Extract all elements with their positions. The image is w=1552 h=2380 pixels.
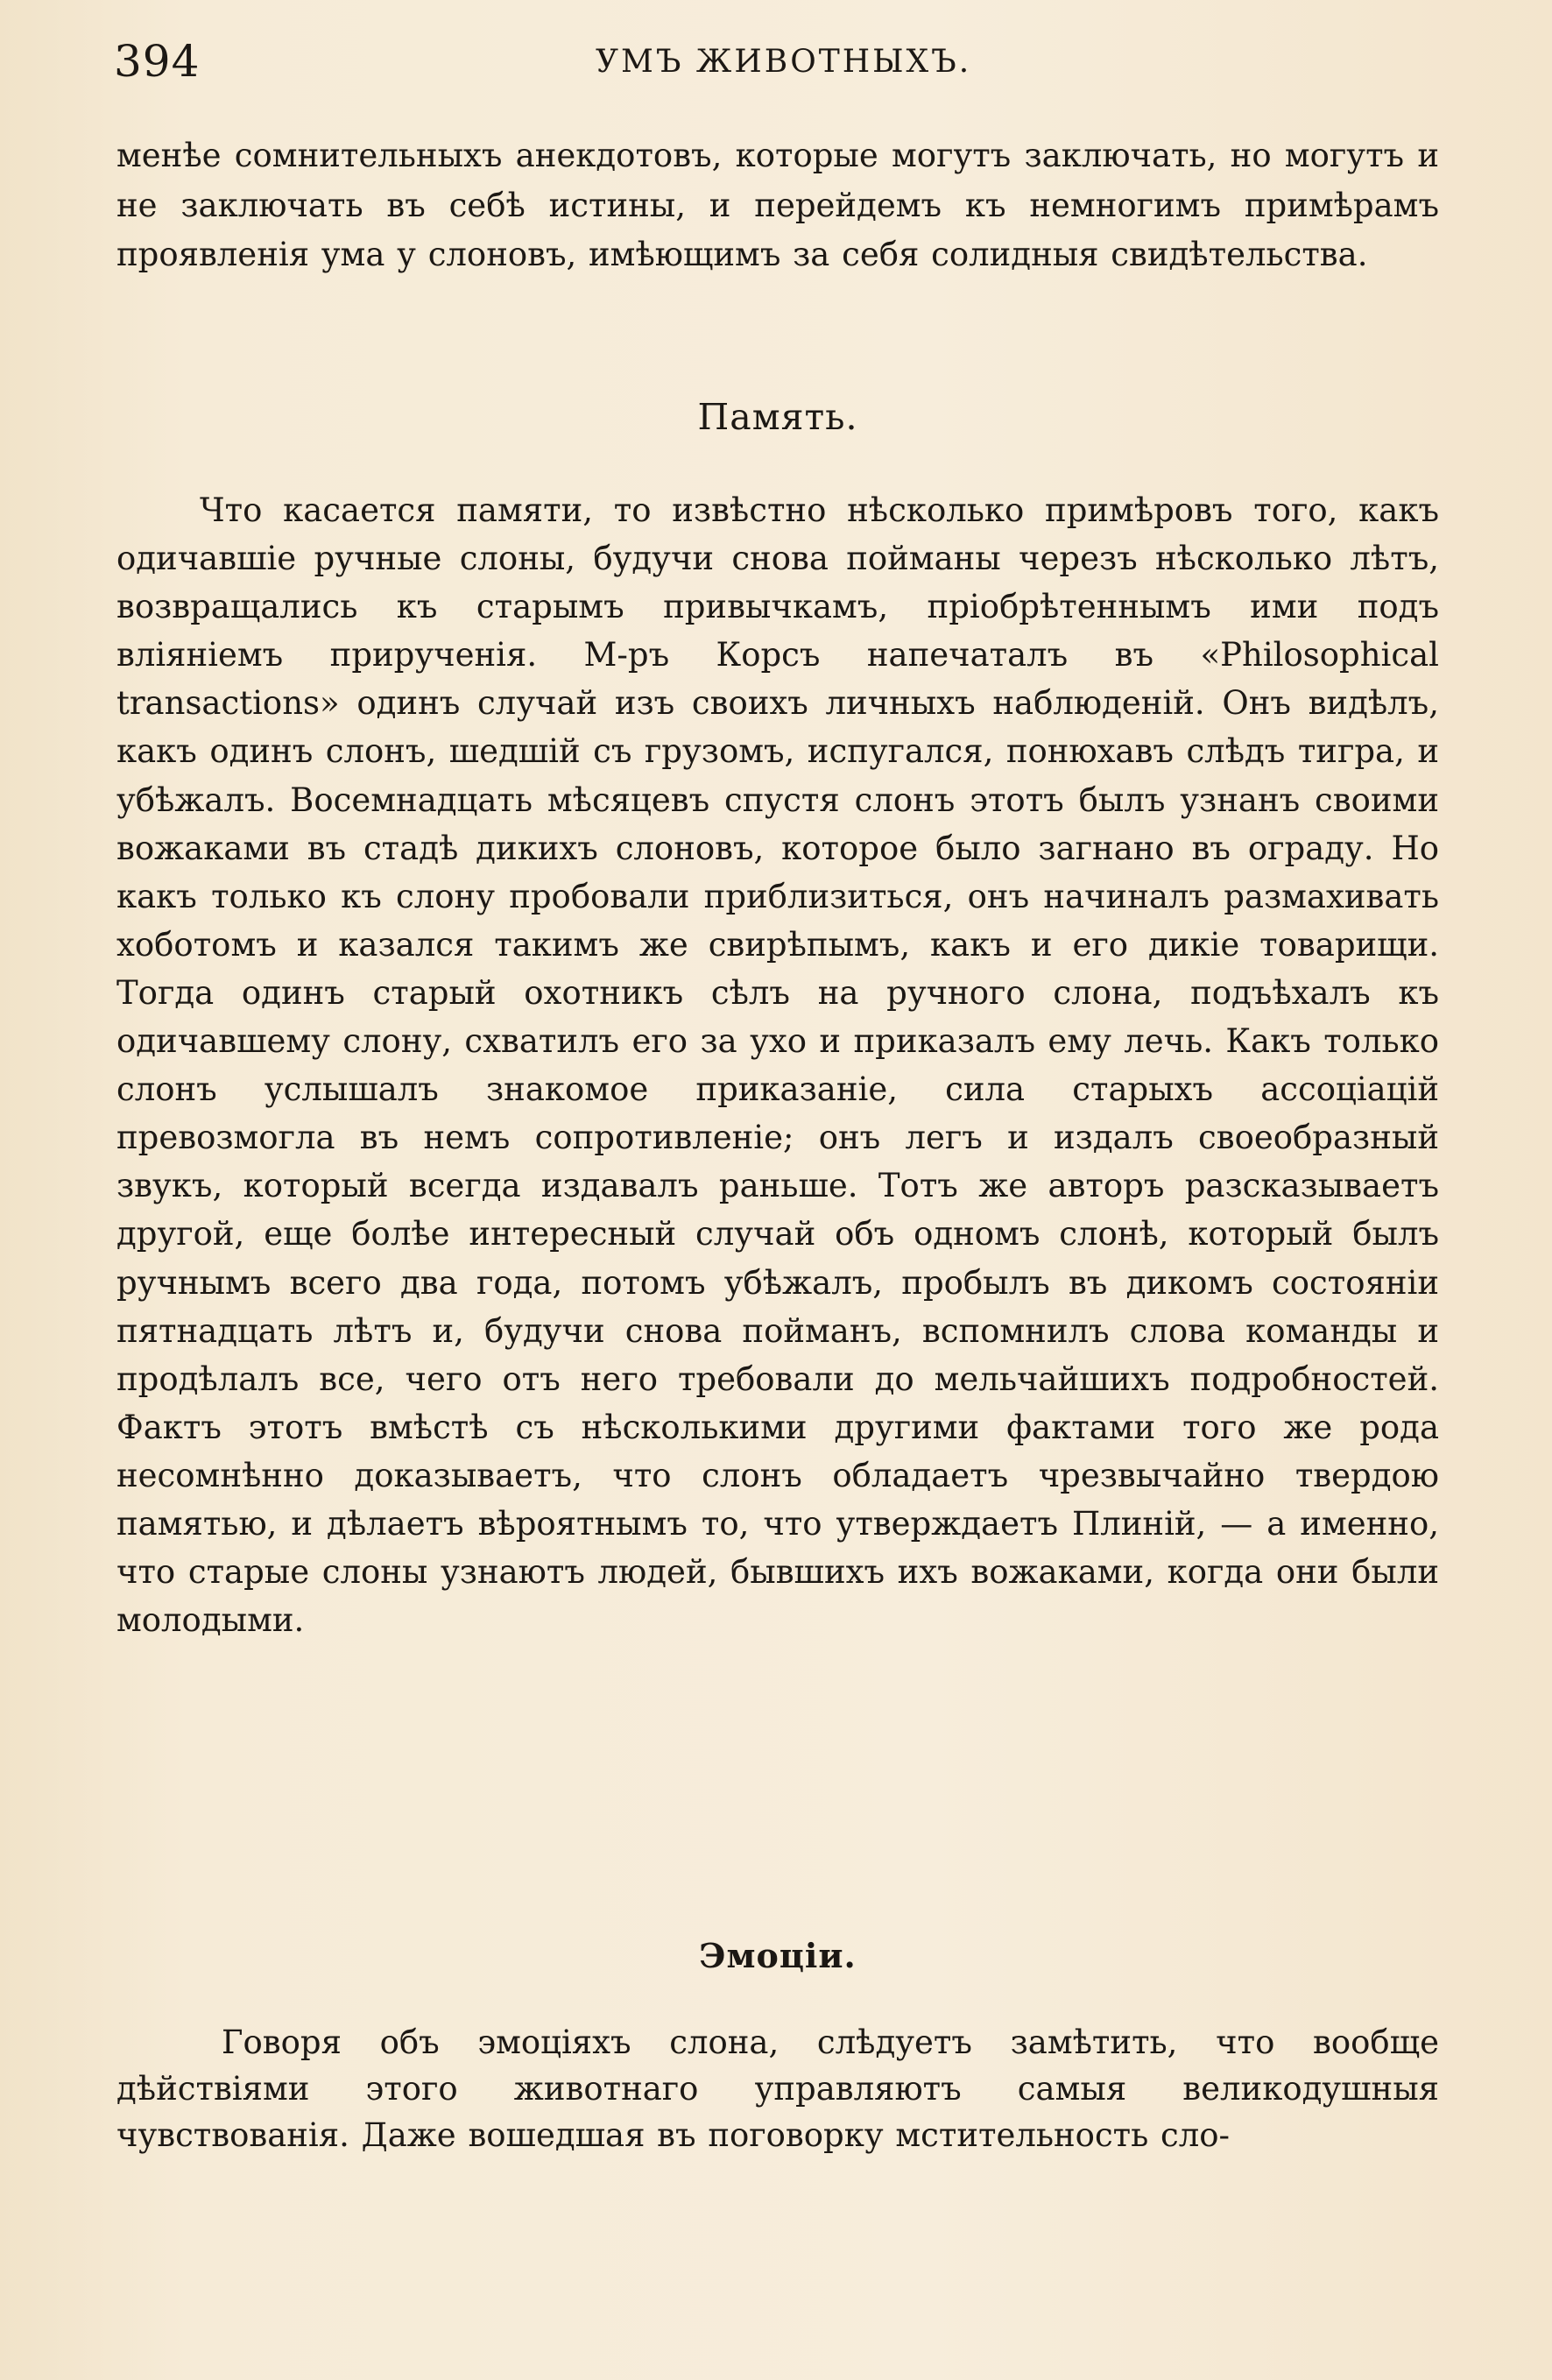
intro-paragraph: менѣе сомнительныхъ анекдотовъ, которые могутъ заключать, но могутъ и не заключать въ себѣ истины, и перейдемъ къ немногимъ примѣрамъ проявленія ума у слоновъ, имѣющимъ за себя солидныя свидѣтельства. [116, 137, 1439, 273]
section-heading-emotions: Эмоціи. [699, 1936, 857, 1975]
emotions-paragraph-block [116, 2019, 1439, 2158]
intro-paragraph-block [116, 131, 1439, 280]
memory-paragraph: Что касается памяти, то извѣстно нѣсколько примѣровъ того, какъ одичавшіе ручные слоны, будучи снова пойманы черезъ нѣсколько лѣтъ, возвращались къ старымъ привычкамъ, пріобрѣтеннымъ ими подъ вліяніемъ прирученія. М-ръ Корсъ напечаталъ въ «Philosophical transactions» одинъ случай изъ своихъ личныхъ наблюденій. Онъ видѣлъ, какъ одинъ слонъ, шедшій съ грузомъ, испугался, понюхавъ слѣдъ тигра, и убѣжалъ. Восемнадцать мѣсяцевъ спустя слонъ этотъ былъ узнанъ своими вожаками въ стадѣ дикихъ слоновъ, которое было загнано въ ограду. Но какъ только къ слону пробовали приблизиться, онъ начиналъ размахивать хоботомъ и казался такимъ же свирѣпымъ, какъ и его дикіе товарищи. Тогда одинъ старый охотникъ сѣлъ на ручного слона, подъѣхалъ къ одичавшему слону, схватилъ его за ухо и приказалъ ему лечь. Какъ только слонъ услышалъ знакомое приказаніе, сила старыхъ ассоціацій превозмогла въ немъ сопротивленіе; онъ легъ и издалъ своеобразный звукъ, который всегда издавалъ раньше. Тотъ же авторъ разсказываетъ другой, еще болѣе интересный случай объ одномъ слонѣ, который былъ ручнымъ всего два года, потомъ убѣжалъ, пробылъ въ дикомъ состояніи пятнадцать лѣтъ и, будучи снова пойманъ, вспомнилъ слова команды и продѣлалъ все, чего отъ него требовали до мельчайшихъ подробностей. Фактъ этотъ вмѣстѣ съ нѣсколькими другими фактами того же рода несомнѣнно доказываетъ, что слонъ обладаетъ чрезвычайно твердою памятью, и дѣлаетъ вѣроятнымъ то, что утверждаетъ Плиній, — а именно, что старые слоны узнаютъ людей, бывшихъ ихъ вожаками, когда они были молодыми. [116, 491, 1439, 1640]
page-number: 394 [114, 36, 201, 87]
running-title: УМЪ ЖИВОТНЫХЪ. [596, 44, 972, 80]
page-header [114, 35, 1428, 88]
memory-paragraph-block [116, 486, 1439, 1644]
emotions-paragraph: Говоря объ эмоціяхъ слона, слѣдуетъ замѣтить, что вообще дѣйствіями этого животнаго управляютъ самыя великодушныя чувствованія. Даже вошедшая въ поговорку мстительность сло- [116, 2023, 1439, 2154]
section-heading-memory: Память. [697, 396, 858, 438]
